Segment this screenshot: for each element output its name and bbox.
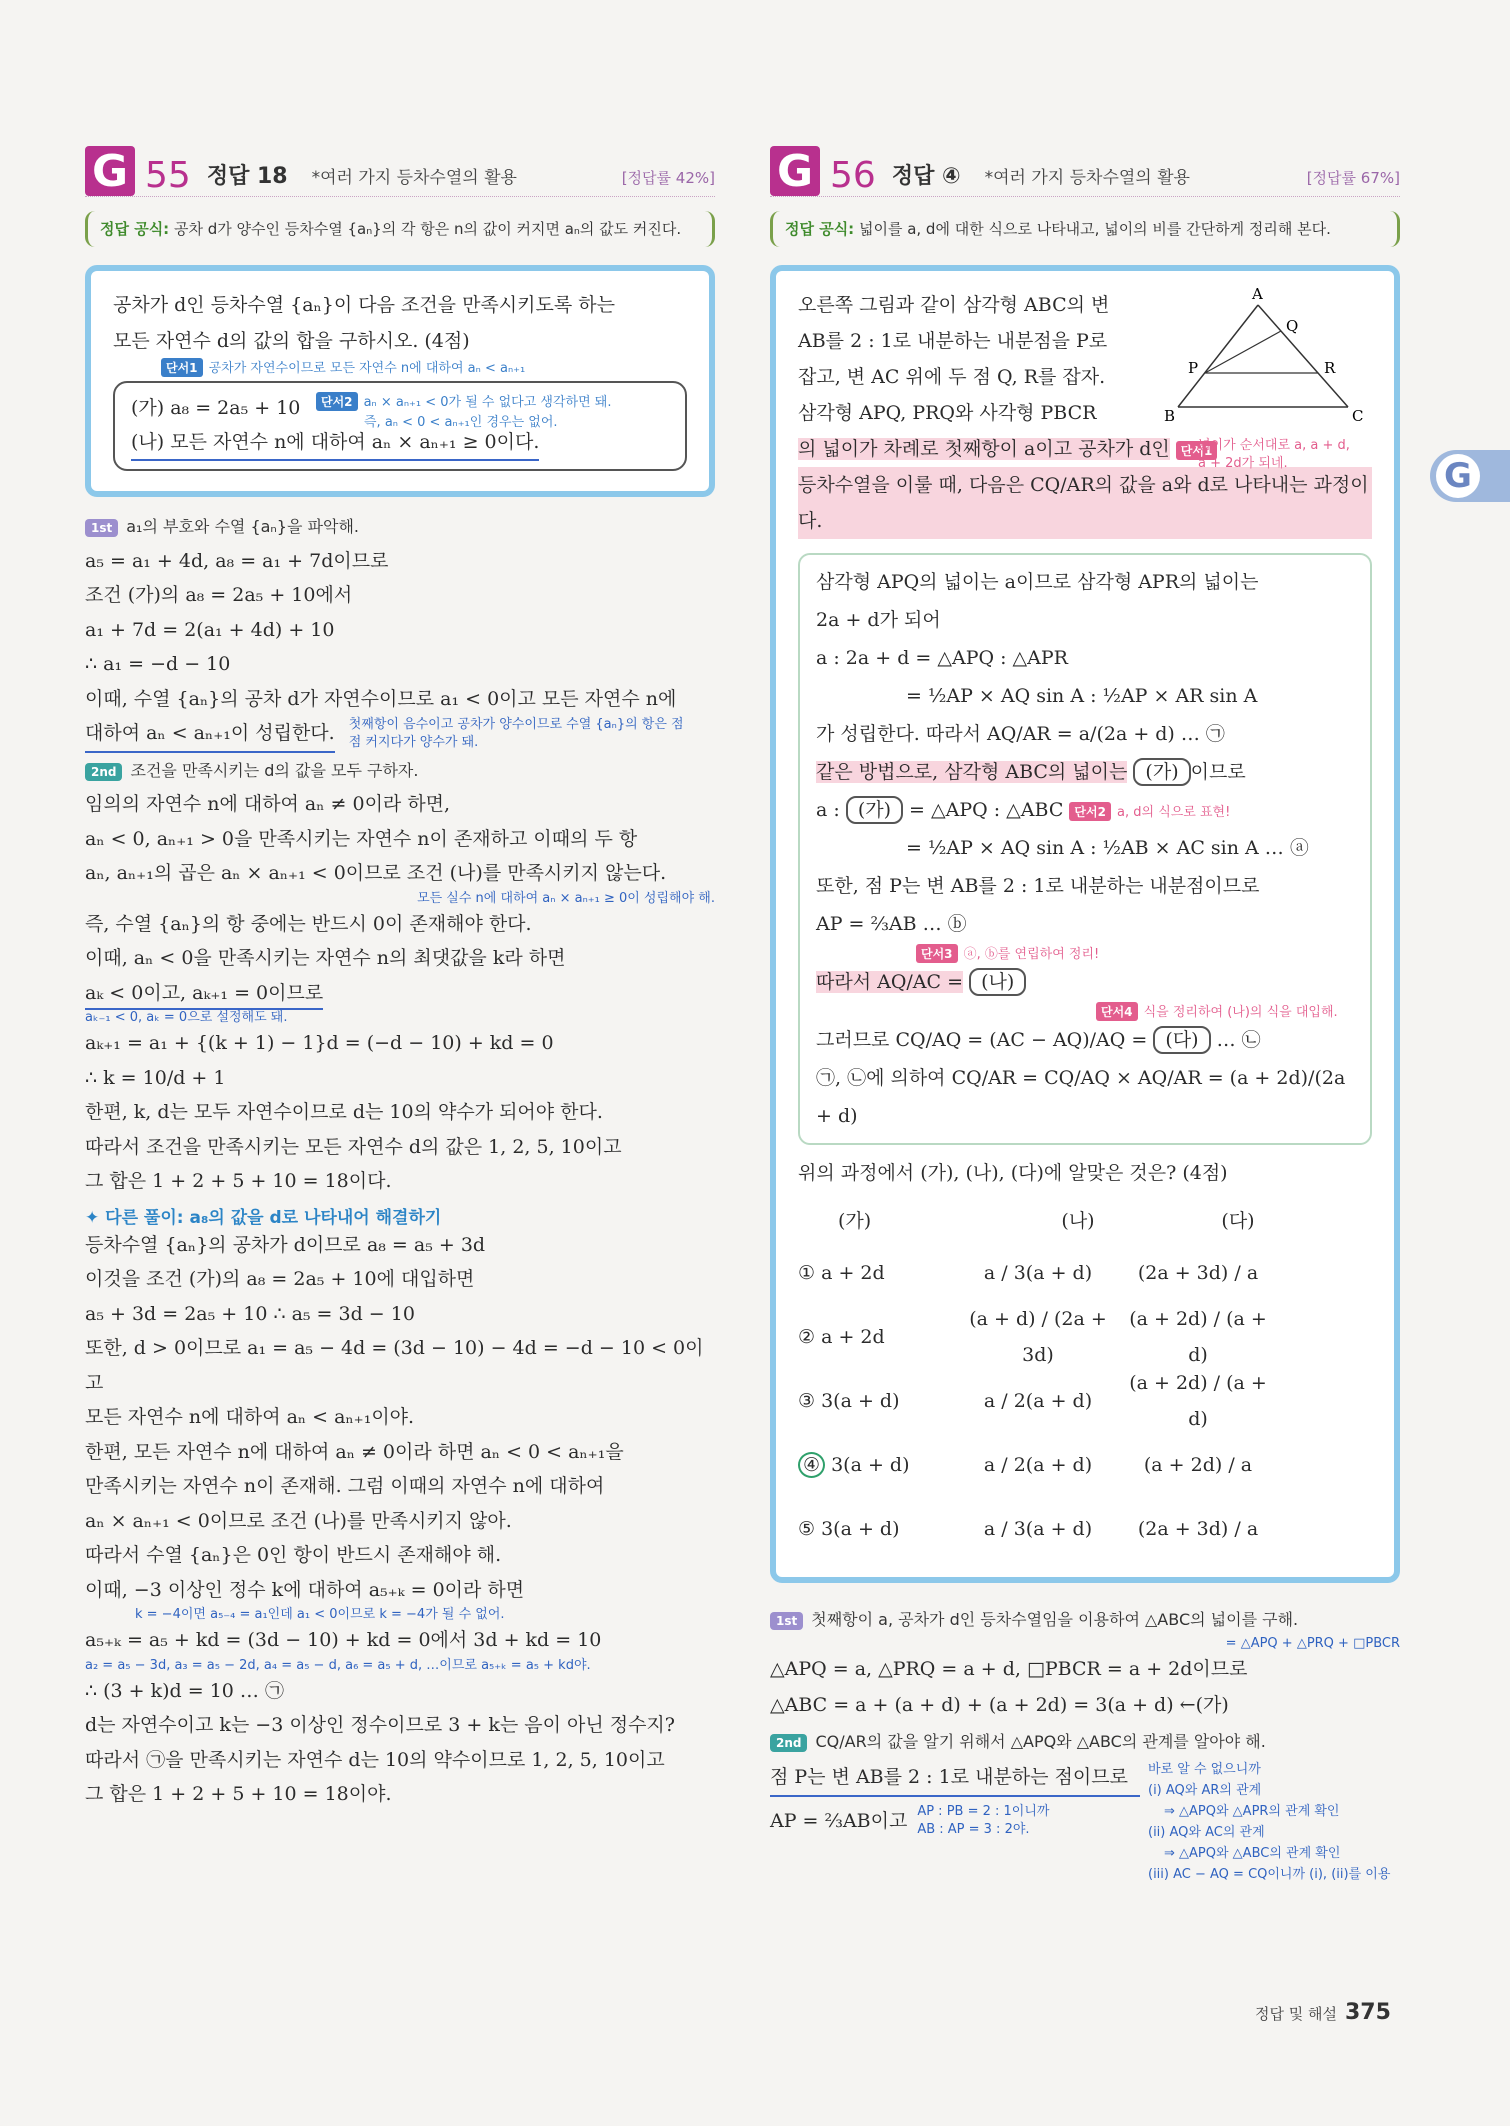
problem-line: 삼각형 APQ, PRQ와 사각형 PBCR <box>798 402 1097 424</box>
chapter-side-tab <box>1430 450 1510 502</box>
solution-line: 대하여 aₙ < aₙ₊₁이 성립한다. <box>85 716 335 753</box>
problem-line: 공차가 d인 등차수열 {aₙ}이 다음 조건을 만족시키도록 하는 <box>113 294 615 316</box>
choice-4[interactable] <box>798 1433 1372 1497</box>
hint-text: 식을 정리하여 (나)의 식을 대입해. <box>1143 1005 1338 1020</box>
hint-tag: 단서1 <box>1176 441 1218 460</box>
proof-line: 삼각형 APQ의 넓이는 a이므로 삼각형 APR의 넓이는 <box>816 571 1259 593</box>
solution-line: d는 자연수이고 k는 −3 이상인 정수이므로 3 + k는 음이 아닌 정수지? <box>85 1714 675 1736</box>
note: AP : PB = 2 : 1이니까 <box>917 1804 1050 1819</box>
solution-line: 등차수열 {aₙ}의 공차가 d이므로 a₈ = a₅ + 3d <box>85 1233 486 1256</box>
note: 첫째항이 음수이고 공차가 양수이므로 수열 {aₙ}의 항은 점점 커지다가 양수가 돼. <box>348 717 684 750</box>
proof-line: 2a + d가 되어 <box>816 609 941 631</box>
side-ab <box>1178 305 1258 407</box>
explanation-line: AP = ⅔AB이고 <box>770 1810 908 1832</box>
hint-tag: 단서3 <box>916 944 958 963</box>
proof-line: AP = ⅔AB … ⓑ <box>816 913 967 935</box>
problem-box <box>770 265 1400 1583</box>
solution-line: ∴ (3 + k)d = 10 … ㉠ <box>85 1679 284 1702</box>
solution-line: a₅₊ₖ = a₅ + kd = (3d − 10) + kd = 0에서 3d + kd = 10 <box>85 1629 602 1651</box>
proof-line: … ㉡ <box>1216 1029 1261 1051</box>
solution-line: a₅ = a₁ + 4d, a₈ = a₁ + 7d이므로 <box>85 549 389 572</box>
choice-3[interactable] <box>798 1369 1372 1433</box>
hint-tag: 단서2 <box>1069 802 1111 821</box>
step-tag: 2nd <box>770 1734 807 1752</box>
note: a₂ = a₅ − 3d, a₃ = a₅ − 2d, a₄ = a₅ − d, a₆ = a₅ + d, …이므로 a₅₊ₖ = a₅ + kd야. <box>85 1657 591 1673</box>
alt-solution-title <box>85 1203 715 1228</box>
choice-number: ⑤ <box>798 1518 816 1540</box>
note: = △APQ + △PRQ + □PBCR <box>1225 1636 1400 1651</box>
choice-na: (a + d) / (2a + 3d) <box>969 1308 1107 1366</box>
blank-da: (다) <box>1153 1026 1210 1054</box>
label-r: R <box>1324 359 1336 377</box>
hint-text: 공차가 자연수이므로 모든 자연수 n에 대하여 aₙ < aₙ₊₁ <box>208 361 526 376</box>
choice-ga: 3(a + d) <box>821 1518 900 1540</box>
step-heading: a₁의 부호와 수열 {aₙ}을 파악해. <box>126 517 359 536</box>
label-a: A <box>1252 287 1263 303</box>
segment-pq <box>1205 331 1281 373</box>
chapter-letter: G <box>1436 454 1480 498</box>
side-note: ⇒ △APQ와 △APR의 관계 확인 <box>1164 1804 1340 1819</box>
hint-text: a, d의 식으로 표현! <box>1117 805 1231 820</box>
hint-text: ⓐ, ⓑ를 연립하여 정리! <box>963 947 1100 962</box>
solution-line: 이때, −3 이상인 정수 k에 대하여 a₅₊ₖ = 0이라 하면 <box>85 1578 525 1601</box>
step-tag: 2nd <box>85 763 122 781</box>
question-number: 56 <box>830 155 876 196</box>
answer-label: 정답 18 <box>206 164 288 189</box>
formula-box <box>770 211 1400 247</box>
formula-text: 공차 d가 양수인 등차수열 {aₙ}의 각 항은 n의 값이 커지면 aₙ의 값도 커진다. <box>173 220 682 238</box>
question-56 <box>770 140 1400 1885</box>
hint-text: 즉, aₙ < 0 < aₙ₊₁인 경우는 없어. <box>364 415 558 430</box>
hint-tag: 단서2 <box>316 392 358 411</box>
choice-da: (2a + 3d) / a <box>1137 1262 1259 1284</box>
choice-da: (2a + 3d) / a <box>1137 1518 1259 1540</box>
solution-line: 한편, k, d는 모두 자연수이므로 d는 10의 약수가 되어야 한다. <box>85 1101 603 1123</box>
triangle-diagram <box>1158 287 1378 427</box>
correct-rate: [정답률 42%] <box>621 169 715 187</box>
solution-line: 만족시키는 자연수 n이 존재해. 그럼 이때의 자연수 n에 대하여 <box>85 1475 605 1497</box>
formula-text: 넓이를 a, d에 대한 식으로 나타내고, 넓이의 비를 간단하게 정리해 본다. <box>858 220 1331 238</box>
alt-title-text: 다른 풀이: a₈의 값을 d로 나타내어 해결하기 <box>105 1207 442 1228</box>
hint-tag: 단서4 <box>1096 1002 1138 1021</box>
side-note: (i) AQ와 AR의 관계 <box>1148 1783 1262 1798</box>
note: aₖ₋₁ < 0, aₖ = 0으로 설정해도 돼. <box>85 1010 288 1025</box>
solution-line: 이때, aₙ < 0을 만족시키는 자연수 n의 최댓값을 k라 하면 <box>85 947 566 969</box>
page-footer <box>1255 2000 1391 2025</box>
solution-line: 또한, d > 0이므로 a₁ = a₅ − 4d = (3d − 10) − 4d = −d − 10 < 0이고 <box>85 1337 704 1394</box>
proof-line: = △APQ : △ABC <box>909 799 1064 821</box>
selected-choice-number: ④ <box>798 1452 825 1478</box>
solution-line: 따라서 수열 {aₙ}은 0인 항이 반드시 존재해야 해. <box>85 1544 502 1566</box>
choice-ga: a + 2d <box>821 1326 885 1348</box>
explanation <box>770 1601 1400 1885</box>
answer-label: 정답 ④ <box>891 164 961 189</box>
explanation-line: △APQ = a, △PRQ = a + d, □PBCR = a + 2d이므로 <box>770 1658 1248 1680</box>
proof-line: 그러므로 CQ/AQ = (AC − AQ)/AQ = <box>816 1029 1148 1051</box>
choice-1[interactable] <box>798 1241 1372 1305</box>
step-heading: 조건을 만족시키는 d의 값을 모두 구하자. <box>130 760 419 780</box>
label-q: Q <box>1286 317 1299 335</box>
solution-line: 그 합은 1 + 2 + 5 + 10 = 18이야. <box>85 1783 392 1805</box>
label-p: P <box>1188 359 1199 377</box>
explanation-line: △ABC = a + (a + d) + (a + 2d) = 3(a + d) ←(가) <box>770 1694 1229 1716</box>
col-head: (가) <box>838 1210 872 1232</box>
proof-line: ㉠, ㉡에 의하여 CQ/AR = CQ/AQ × AQ/AR = (a + 2d)/(2a + d) <box>816 1067 1346 1127</box>
hint-text: aₙ × aₙ₊₁ < 0가 될 수 없다고 생각하면 돼. <box>363 395 612 410</box>
topic: *여러 가지 등차수열의 활용 <box>984 168 1190 188</box>
question-text: 위의 과정에서 (가), (나), (다)에 알맞은 것은? (4점) <box>798 1162 1228 1184</box>
side-ac <box>1258 305 1348 407</box>
solution-line: 이때, 수열 {aₙ}의 공차 d가 자연수이므로 a₁ < 0이고 모든 자연수 n에 <box>85 687 677 710</box>
solution-line: aₙ × aₙ₊₁ < 0이므로 조건 (나)를 만족시키지 않아. <box>85 1509 512 1532</box>
question-number: 55 <box>145 155 191 196</box>
proof-line: = ½AP × AQ sin A : ½AB × AC sin A … ⓐ <box>906 837 1309 859</box>
problem-box <box>85 265 715 497</box>
solution-line: a₅ + 3d = 2a₅ + 10 ∴ a₅ = 3d − 10 <box>85 1302 415 1325</box>
question-header <box>770 140 1400 197</box>
step-heading: 첫째항이 a, 공차가 d인 등차수열임을 이용하여 △ABC의 넓이를 구해. <box>811 1610 1299 1629</box>
solution-line: ∴ a₁ = −d − 10 <box>85 653 231 675</box>
chapter-badge: G <box>85 146 135 196</box>
choice-2[interactable] <box>798 1305 1372 1369</box>
condition-b: (나) 모든 자연수 n에 대하여 aₙ × aₙ₊₁ ≥ 0이다. <box>131 425 539 461</box>
formula-label: 정답 공식: <box>785 220 855 238</box>
choice-ga: 3(a + d) <box>831 1454 910 1476</box>
choice-ga: 3(a + d) <box>821 1390 900 1412</box>
problem-line: AB를 2 : 1로 내분하는 내분점을 P로 <box>798 330 1108 352</box>
choice-da: (a + 2d) / (a + d) <box>1129 1308 1267 1366</box>
formula-box <box>85 211 715 247</box>
proof-line: 같은 방법으로, 삼각형 ABC의 넓이는 <box>816 761 1128 783</box>
choice-5[interactable] <box>798 1497 1372 1561</box>
explanation-line: 점 P는 변 AB를 2 : 1로 내분하는 점이므로 <box>770 1759 1140 1797</box>
solution-line: 즉, 수열 {aₙ}의 항 중에는 반드시 0이 존재해야 한다. <box>85 912 532 935</box>
proof-line: 가 성립한다. 따라서 AQ/AR = a/(2a + d) … ㉠ <box>816 723 1225 745</box>
problem-line: 잡고, 변 AC 위에 두 점 Q, R를 잡자. <box>798 366 1106 388</box>
choice-da: (a + 2d) / a <box>1143 1454 1253 1476</box>
puzzle-icon: ✦ <box>85 1207 100 1228</box>
proof-line: 이므로 <box>1190 761 1246 783</box>
blank-ga: (가) <box>846 796 903 824</box>
blank-na: (나) <box>969 968 1026 996</box>
proof-line: = ½AP × AQ sin A : ½AP × AR sin A <box>906 685 1258 707</box>
col-head: (나) <box>1061 1210 1095 1232</box>
solution <box>85 509 715 1812</box>
solution-line: a₁ + 7d = 2(a₁ + 4d) + 10 <box>85 618 335 641</box>
col-head: (다) <box>1221 1210 1255 1232</box>
note: AB : AP = 3 : 2야. <box>917 1822 1030 1837</box>
problem-line: 등차수열을 이룰 때, 다음은 CQ/AR의 값을 a와 d로 나타내는 과정이다. <box>798 467 1372 539</box>
proof-line: a : 2a + d = △APQ : △APR <box>816 647 1068 669</box>
page-number: 375 <box>1345 2000 1391 2025</box>
question-header <box>85 140 715 197</box>
solution-line: 모든 자연수 n에 대하여 aₙ < aₙ₊₁이야. <box>85 1406 415 1428</box>
choice-na: a / 3(a + d) <box>983 1518 1093 1540</box>
problem-line: 모든 자연수 d의 값의 합을 구하시오. (4점) <box>113 330 470 352</box>
side-note: (iii) AC − AQ = CQ이니까 (i), (ii)를 이용 <box>1148 1867 1391 1882</box>
side-note: 바로 알 수 없으니까 <box>1148 1762 1261 1777</box>
choice-number: ③ <box>798 1390 816 1412</box>
choices-table <box>798 1201 1372 1561</box>
choice-ga: a + 2d <box>821 1262 885 1284</box>
hint-tag: 단서1 <box>161 358 203 377</box>
proof-line: 따라서 AQ/AC = <box>816 971 964 993</box>
solution-line: aₙ < 0, aₙ₊₁ > 0을 만족시키는 자연수 n이 존재하고 이때의 두 항 <box>85 827 638 850</box>
note: 모든 실수 n에 대하여 aₙ × aₙ₊₁ ≥ 0이 성립해야 해. <box>417 890 715 906</box>
solution-line: 이것을 조건 (가)의 a₈ = 2a₅ + 10에 대입하면 <box>85 1268 475 1290</box>
solution-line: aₖ₊₁ = a₁ + {(k + 1) − 1}d = (−d − 10) + kd = 0 <box>85 1032 554 1054</box>
blank-ga: (가) <box>1133 758 1190 786</box>
hint-text: 넓이가 순서대로 a, a + d, a + 2d가 되네. <box>1198 438 1350 471</box>
step-tag: 1st <box>770 1612 803 1630</box>
label-b: B <box>1164 407 1176 425</box>
condition-a: (가) a₈ = 2a₅ + 10 <box>131 397 301 419</box>
question-55 <box>85 140 715 1812</box>
side-note: (ii) AQ와 AC의 관계 <box>1148 1825 1265 1840</box>
proof-box: 삼각형 APQ의 넓이는 a이므로 삼각형 APR의 넓이는 2a + d가 되어 a : 2a + d = △APQ : △APR = ½AP × AQ sin A : ½AP × AR sin A 가 성립한다. 따라서 AQ/AR = a/(2a + d) … ㉠ 같은 방법으로, 삼각형 ABC의 넓이는 (가) 이므로 a : (가) = △APQ : △ABC 단서2 a, d의 식으로 표현! = ½AP × AQ sin A : ½AB × AC sin A … ⓐ 또한, 점 P는 변 AB를 2 : 1로 내분하는 내분점이므로 AP = ⅔AB … ⓑ 단서3 ⓐ, ⓑ를 연립하여 정리! 따라서 AQ/AC = (나) 단서4 식을 정리하여 (나)의 식을 대입해. 그러므로 CQ/AQ = (AC − AQ)/AQ = (다) … ㉡ ㉠, ㉡에 의하여 CQ/AR = CQ/AQ × AQ/AR = (a + 2d)/(2a + d) <box>798 553 1372 1145</box>
choice-number: ② <box>798 1326 816 1348</box>
solution-line: 따라서 조건을 만족시키는 모든 자연수 d의 값은 1, 2, 5, 10이고 <box>85 1135 622 1158</box>
chapter-badge: G <box>770 146 820 196</box>
side-note: ⇒ △APQ와 △ABC의 관계 확인 <box>1164 1846 1341 1861</box>
label-c: C <box>1352 407 1364 425</box>
topic: *여러 가지 등차수열의 활용 <box>311 168 517 188</box>
correct-rate: [정답률 67%] <box>1306 169 1400 187</box>
solution-line: aₙ, aₙ₊₁의 곱은 aₙ × aₙ₊₁ < 0이므로 조건 (나)를 만족시키지 않는다. <box>85 862 667 884</box>
problem-line: 오른쪽 그림과 같이 삼각형 ABC의 변 <box>798 294 1110 316</box>
step-heading: CQ/AR의 값을 알기 위해서 △APQ와 △ABC의 관계를 알아야 해. <box>815 1732 1266 1751</box>
choice-da: (a + 2d) / (a + d) <box>1129 1372 1267 1430</box>
solution-line: 따라서 ㉠을 만족시키는 자연수 d는 10의 약수이므로 1, 2, 5, 10이고 <box>85 1748 665 1771</box>
solution-line: ∴ k = 10/d + 1 <box>85 1066 226 1089</box>
choices-header <box>798 1201 1372 1241</box>
proof-line: 또한, 점 P는 변 AB를 2 : 1로 내분하는 내분점이므로 <box>816 875 1260 897</box>
choice-na: a / 2(a + d) <box>983 1390 1093 1412</box>
step-tag: 1st <box>85 519 118 537</box>
solution-line: 한편, 모든 자연수 n에 대하여 aₙ ≠ 0이라 하면 aₙ < 0 < aₙ₊₁을 <box>85 1440 624 1463</box>
footer-label: 정답 및 해설 <box>1255 2005 1337 2023</box>
choice-na: a / 3(a + d) <box>983 1262 1093 1284</box>
solution-line: 조건 (가)의 a₈ = 2a₅ + 10에서 <box>85 584 353 606</box>
choice-na: a / 2(a + d) <box>983 1454 1093 1476</box>
solution-line: aₖ < 0이고, aₖ₊₁ = 0이므로 <box>85 978 323 1010</box>
formula-label: 정답 공식: <box>100 220 170 238</box>
solution-line: 임의의 자연수 n에 대하여 aₙ ≠ 0이라 하면, <box>85 793 451 815</box>
problem-line: 의 넓이가 차례로 첫째항이 a이고 공차가 d인 <box>798 438 1170 460</box>
choice-number: ① <box>798 1262 816 1284</box>
solution-line: 그 합은 1 + 2 + 5 + 10 = 18이다. <box>85 1170 392 1192</box>
note: k = −4이면 a₅₋₄ = a₁인데 a₁ < 0이므로 k = −4가 될 수 없어. <box>135 1607 505 1622</box>
